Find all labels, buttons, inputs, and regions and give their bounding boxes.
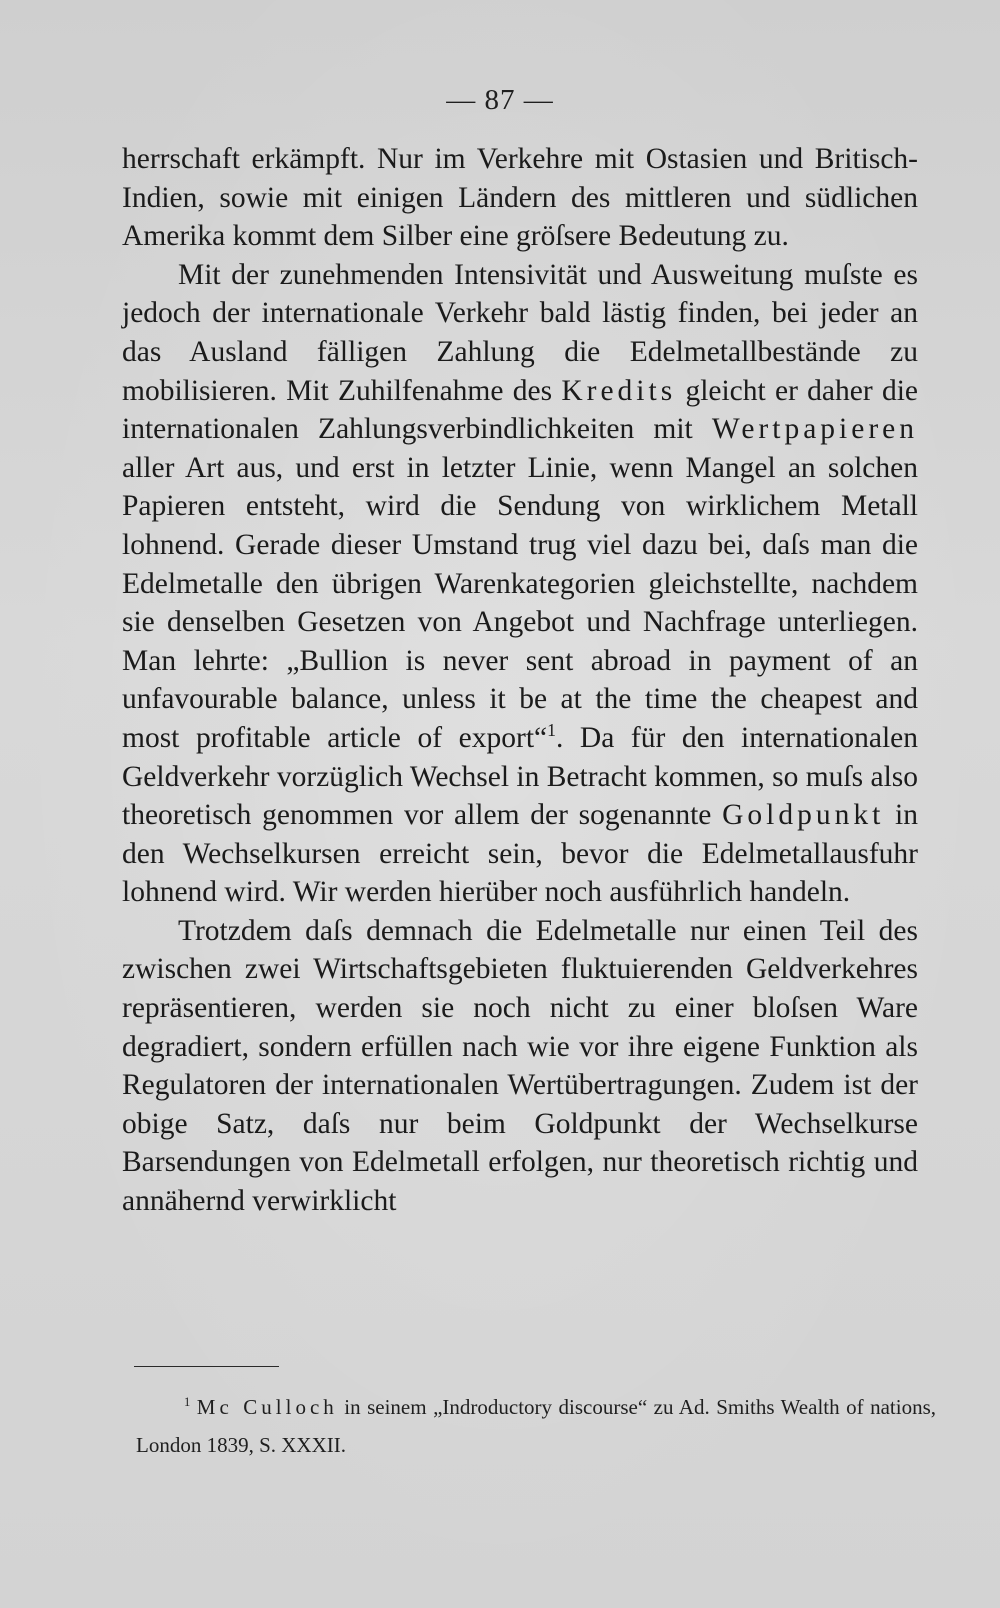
paragraph <box>122 256 918 912</box>
emphasized-text: Goldpunkt <box>722 799 885 832</box>
text-run: herrschaft erkämpft. Nur im Verkehre mit Ostasien und Britisch-Indien, sowie mit einigen Ländern des mittleren und südlichen Amerika kommt dem Silber eine gröſsere Bedeutung zu. <box>122 143 918 253</box>
emphasized-text: Wertpapieren <box>711 413 918 446</box>
footnote-divider <box>134 1366 279 1367</box>
text-run: Mit der zunehmenden Intensivität und Ausweitung muſste es jedoch der internationale Verkehr bald lästig finden, bei jeder an das Ausland fälligen Zahlung die Edelmetallbestände zu mobilisieren. Mit Zuhilfenahme des <box>122 258 918 407</box>
emphasized-text: Kredits <box>561 374 677 407</box>
text-run: in seinem „Indroductory discourse“ zu Ad. Smiths Wealth of nations, London 1839, S. XXXII. <box>136 1395 936 1457</box>
footnote <box>136 1388 936 1464</box>
page-number: — 87 — <box>446 84 554 116</box>
paragraph <box>122 140 918 256</box>
paragraph <box>122 912 918 1221</box>
text-run: aller Art aus, und erst in letzter Linie, wenn Mangel an solchen Papieren entsteht, wird die Sendung von wirklichem Metall lohnend. Gerade dieser Umstand trug viel dazu bei, daſs man die Edelmetalle den übrigen Warenkategorien gleichstellte, nachdem sie denselben Gesetzen von Angebot und Nachfrage unterliegen. Man lehrte: „Bullion is never sent abroad in payment of an unfavourable balance, unless it be at the time the cheapest and most profitable article of export“ <box>122 451 918 754</box>
text-run: . Da für den internationalen Geldverkehr vorzüglich Wechsel in Betracht kommen, so muſs also theoretisch genommen vor allem der sogenannte <box>122 721 918 832</box>
footnote-marker: 1 <box>184 1395 191 1409</box>
emphasized-text: Mc Culloch <box>196 1395 338 1419</box>
body-text <box>122 140 918 1221</box>
text-run: Trotzdem daſs demnach die Edelmetalle nur einen Teil des zwischen zwei Wirtschaftsgebieten fluktuierenden Geldverkehres repräsentieren, werden sie noch nicht zu einer bloſsen Ware degradiert, sondern erfüllen nach wie vor ihre eigene Funktion als Regulatoren der internationalen Wertübertragungen. Zudem ist der obige Satz, daſs nur beim Goldpunkt der Wechselkurse Barsendungen von Edelmetall erfolgen, nur theoretisch richtig und annähernd verwirklicht <box>122 914 918 1218</box>
text-run: in den Wechselkursen erreicht sein, bevor die Edelmetallausfuhr lohnend wird. Wir werden hierüber noch ausführlich handeln. <box>122 799 918 909</box>
footnote-marker: 1 <box>547 720 556 741</box>
text-run: gleicht er daher die internationalen Zahlungsverbindlichkeiten mit <box>122 374 918 446</box>
